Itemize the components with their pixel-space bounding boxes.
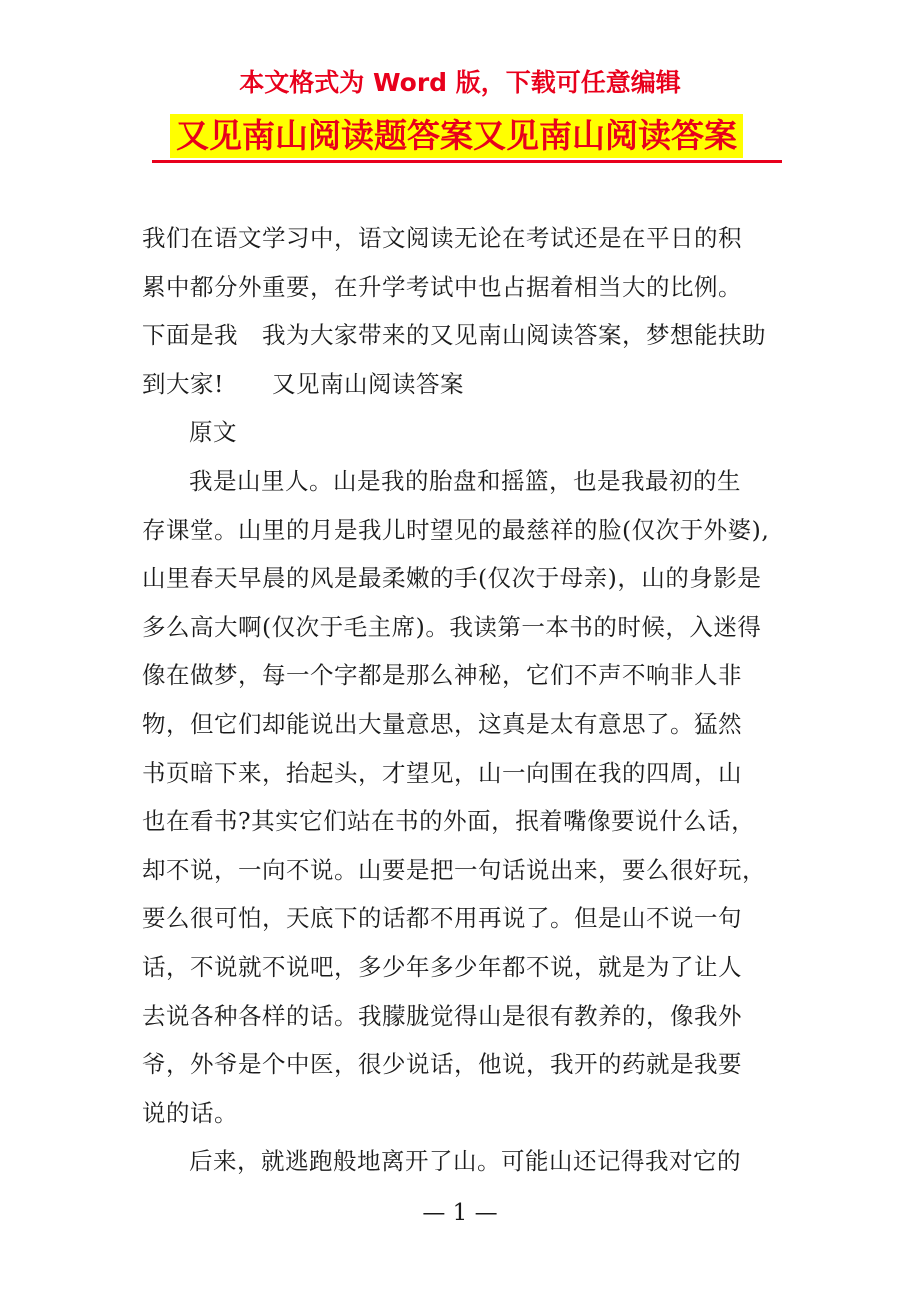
text-line: 话，不说就不说吧，多少年多少年都不说，就是为了让人 (142, 952, 742, 981)
format-notice: 本文格式为 Word 版，下载可任意编辑 (239, 68, 681, 97)
text-line: 我们在语文学习中，语文阅读无论在考试还是在平日的积 (142, 224, 742, 252)
article-body (142, 214, 782, 1186)
text-line: 要么很可怕，天底下的话都不用再说了。但是山不说一句 (142, 904, 742, 933)
text-line: 下面是我 我为大家带来的又见南山阅读答案，梦想能扶助 (142, 321, 766, 350)
text-line: 我是山里人。山是我的胎盘和摇篮，也是我最初的生 (189, 466, 741, 495)
page-number: — 1 — (422, 1200, 498, 1226)
text-line: 像在做梦，每一个字都是那么神秘，它们不声不响非人非 (142, 661, 742, 690)
text-line: 累中都分外重要，在升学考试中也占据着相当大的比例。 (142, 272, 742, 301)
text-line: 却不说，一向不说。山要是把一句话说出来，要么很好玩， (142, 855, 766, 884)
text-line: 去说各种各样的话。我朦胧觉得山是很有教养的，像我外 (142, 1001, 742, 1030)
text-line: 到大家! 又见南山阅读答案 (142, 369, 464, 398)
document-title: 又见南山阅读题答案又见南山阅读答案 (170, 114, 743, 158)
text-line: 爷，外爷是个中医，很少说话，他说，我开的药就是我要 (142, 1050, 742, 1079)
section-heading-original-text: 原文 (189, 418, 237, 447)
text-line: 山里春天早晨的风是最柔嫩的手(仅次于母亲)，山的身影是 (142, 564, 762, 593)
text-line: 多么高大啊(仅次于毛主席)。我读第一本书的时候，入迷得 (142, 612, 762, 641)
text-line: 也在看书?其实它们站在书的外面，抿着嘴像要说什么话， (142, 807, 756, 836)
text-line: 说的话。 (142, 1098, 238, 1127)
text-line: 后来，就逃跑般地离开了山。可能山还记得我对它的 (189, 1147, 741, 1176)
title-underline (152, 114, 782, 163)
text-line: 物，但它们却能说出大量意思，这真是太有意思了。猛然 (142, 709, 742, 738)
text-line: 书页暗下来，抬起头，才望见，山一向围在我的四周，山 (142, 758, 742, 787)
text-line: 存课堂。山里的月是我儿时望见的最慈祥的脸(仅次于外婆), (142, 515, 770, 544)
